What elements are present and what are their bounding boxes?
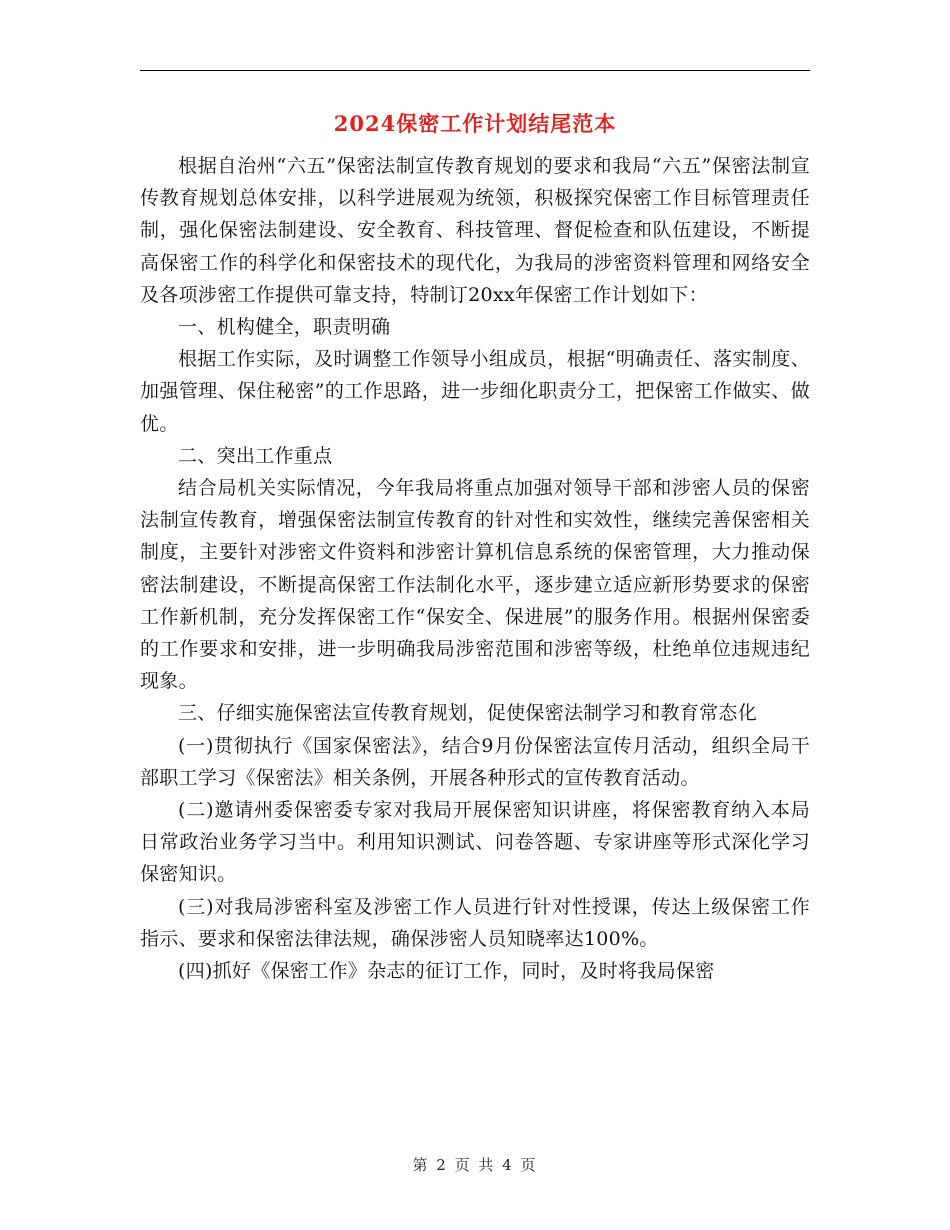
section-heading-1: 一、机构健全，职责明确 xyxy=(178,316,391,339)
document-body xyxy=(140,150,810,987)
list-item-3: (三)对我局涉密科室及涉密工作人员进行针对性授课，传达上级保密工作指示、要求和保密法律法规，确保涉密人员知晓率达100%。 xyxy=(140,895,810,950)
paragraph-section-2: 结合局机关实际情况，今年我局将重点加强对领导干部和涉密人员的保密法制宣传教育，增强保密法制宣传教育的针对性和实效性，继续完善保密相关制度，主要针对涉密文件资料和涉密计算机信息系统的保密管理，大力推动保密法制建设，不断提高保密工作法制化水平，逐步建立适应新形势要求的保密工作新机制，充分发挥保密工作“保安全、保进展”的服务作用。根据州保密委的工作要求和安排，进一步明确我局涉密范围和涉密等级，杜绝单位违规违纪现象。 xyxy=(140,477,810,693)
list-item-2: (二)邀请州委保密委专家对我局开展保密知识讲座，将保密教育纳入本局日常政治业务学习当中。利用知识测试、问卷答题、专家讲座等形式深化学习保密知识。 xyxy=(140,799,810,886)
document-title: 2024保密工作计划结尾范本 xyxy=(333,111,617,136)
section-heading-2: 二、突出工作重点 xyxy=(178,444,333,467)
list-item-4: (四)抓好《保密工作》杂志的征订工作，同时，及时将我局保密 xyxy=(178,960,715,983)
header-rule xyxy=(140,70,810,71)
paragraph-intro: 根据自治州“六五”保密法制宣传教育规划的要求和我局“六五”保密法制宣传教育规划总体安排，以科学进展观为统领，积极探究保密工作目标管理责任制，强化保密法制建设、安全教育、科技管理、督促检查和队伍建设，不断提高保密工作的科学化和保密技术的现代化，为我局的涉密资料管理和网络安全及各项涉密工作提供可靠支持，特制订20xx年保密工作计划如下： xyxy=(140,155,810,306)
list-item-1: (一)贯彻执行《国家保密法》，结合9月份保密法宣传月活动，组织全局干部职工学习《保密法》相关条例，开展各种形式的宣传教育活动。 xyxy=(140,734,810,789)
page-number: 第 2 页 共 4 页 xyxy=(412,1156,538,1174)
section-heading-3: 三、仔细实施保密法宣传教育规划，促使保密法制学习和教育常态化 xyxy=(178,702,758,725)
paragraph-section-1: 根据工作实际，及时调整工作领导小组成员，根据“明确责任、落实制度、加强管理、保住秘密”的工作思路，进一步细化职责分工，把保密工作做实、做优。 xyxy=(140,348,810,435)
